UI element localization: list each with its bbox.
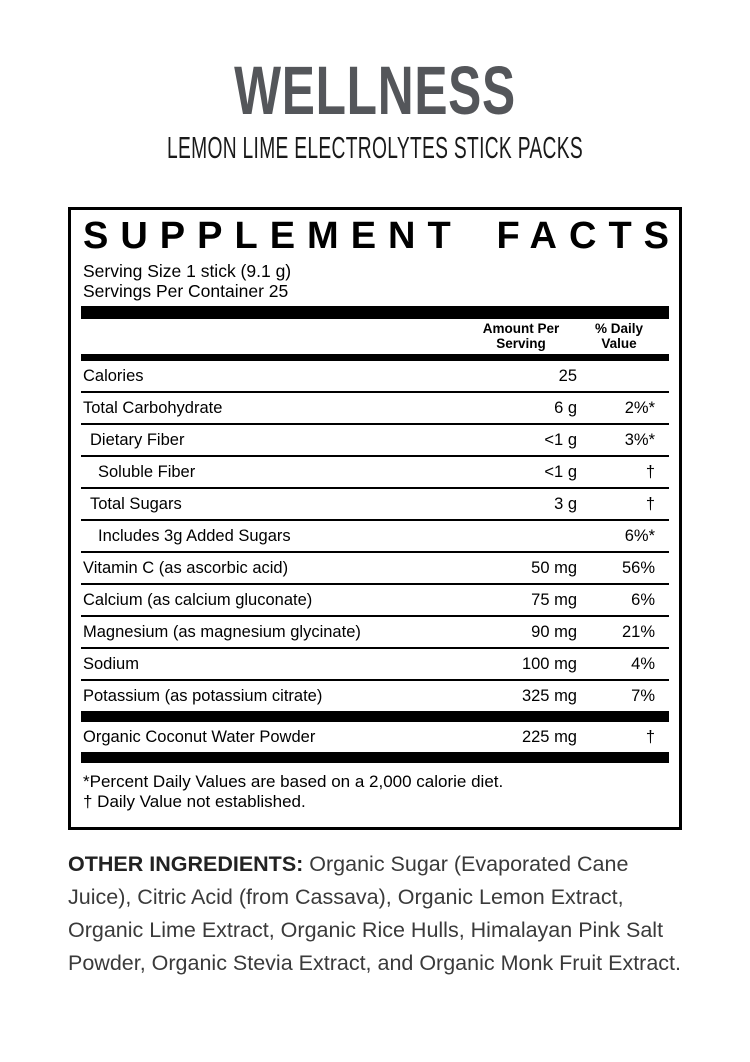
- footnote-percent-daily-values: *Percent Daily Values are based on a 2,000 calorie diet.: [83, 772, 504, 791]
- nutrient-row-vitamin-c: [81, 553, 669, 585]
- nutrient-amount: 25: [558, 366, 577, 385]
- nutrient-row-total-sugars: [81, 489, 669, 521]
- nutrient-label: Calcium (as calcium gluconate): [83, 590, 313, 609]
- nutrient-amount: 75 mg: [531, 590, 577, 609]
- nutrient-dv: †: [645, 727, 655, 746]
- supplement-facts-title: [81, 214, 681, 258]
- nutrient-row-sodium: [81, 649, 669, 681]
- nutrient-dv: †: [645, 462, 655, 481]
- nutrient-row-magnesium: [81, 617, 669, 649]
- nutrient-label: Calories: [83, 366, 144, 385]
- nutrient-amount: 225 mg: [521, 727, 577, 746]
- thick-divider-bottom: [81, 752, 669, 763]
- serving-size-line: Serving Size 1 stick (9.1 g): [83, 261, 292, 281]
- other-ingredients-text: Organic Sugar (Evaporated Cane Juice), Citric Acid (from Cassava), Organic Lemon Extract, Organic Lime Extract, Organic Rice Hulls, Himalayan Pink Salt Powder, Organic Stevia Extract, and Organic Monk Fruit Extract.: [68, 852, 681, 975]
- nutrient-row-added-sugars: [81, 521, 669, 553]
- nutrient-label: Includes 3g Added Sugars: [98, 526, 291, 545]
- nutrient-dv: 7%: [631, 686, 655, 705]
- other-ingredients: [68, 848, 682, 980]
- nutrient-row-calcium: [81, 585, 669, 617]
- nutrient-amount: 50 mg: [531, 558, 577, 577]
- nutrient-dv: 21%: [621, 622, 655, 641]
- nutrient-row-total-carbohydrate: [81, 393, 669, 425]
- nutrient-label: Magnesium (as magnesium glycinate): [83, 622, 361, 641]
- brand-header: [0, 0, 750, 165]
- nutrient-label: Total Sugars: [90, 494, 182, 513]
- nutrient-dv: 6%*: [624, 526, 655, 545]
- column-header-amount-per-serving: [465, 322, 577, 351]
- nutrient-dv: 3%*: [624, 430, 655, 449]
- footnotes: [81, 763, 669, 827]
- nutrient-amount: 100 mg: [521, 654, 577, 673]
- nutrient-label: Dietary Fiber: [90, 430, 185, 449]
- column-header-amount-line1: Amount Per: [482, 321, 560, 336]
- facts-title-word-supplement: SUPPLEMENT: [83, 215, 463, 257]
- nutrient-amount: 6 g: [554, 398, 577, 417]
- facts-title-word-facts: FACTS: [496, 215, 681, 257]
- product-name: LEMON LIME ELECTROLYTES STICK PACKS: [166, 130, 583, 165]
- nutrient-dv: †: [645, 494, 655, 513]
- nutrient-amount: 90 mg: [531, 622, 577, 641]
- brand-name: WELLNESS: [234, 52, 516, 129]
- nutrient-dv: 56%: [621, 558, 655, 577]
- nutrient-row-coconut-water-powder: [81, 722, 669, 752]
- column-header-dv-line1: % Daily: [594, 321, 644, 336]
- nutrient-amount: 3 g: [554, 494, 577, 513]
- nutrient-label: Soluble Fiber: [98, 462, 196, 481]
- footnote-daily-value-not-established: † Daily Value not established.: [83, 791, 306, 811]
- thick-divider-mid: [81, 711, 669, 722]
- nutrient-row-calories: [81, 361, 669, 393]
- column-header-amount-line2: Serving: [496, 335, 546, 351]
- nutrient-dv: 2%*: [624, 398, 655, 417]
- nutrient-label: Sodium: [83, 654, 139, 673]
- nutrient-amount: 325 mg: [521, 686, 577, 705]
- nutrient-dv: 6%: [631, 590, 655, 609]
- supplement-facts-panel: [68, 207, 682, 830]
- nutrient-label: Vitamin C (as ascorbic acid): [83, 558, 289, 577]
- nutrient-row-soluble-fiber: [81, 457, 669, 489]
- column-header-dv-line2: Value: [601, 335, 637, 351]
- nutrient-label: Potassium (as potassium citrate): [83, 686, 323, 705]
- nutrient-label: Organic Coconut Water Powder: [83, 727, 316, 746]
- nutrient-row-dietary-fiber: [81, 425, 669, 457]
- column-headers: [81, 319, 669, 354]
- nutrient-dv: 4%: [631, 654, 655, 673]
- other-ingredients-label: OTHER INGREDIENTS:: [68, 852, 304, 876]
- thick-divider-top: [81, 306, 669, 319]
- nutrient-label: Total Carbohydrate: [83, 398, 223, 417]
- servings-per-container-line: Servings Per Container 25: [83, 281, 289, 301]
- column-header-daily-value: [583, 322, 655, 351]
- nutrient-amount: <1 g: [544, 462, 577, 481]
- medium-divider-under-headers: [81, 354, 669, 361]
- nutrient-amount: <1 g: [544, 430, 577, 449]
- nutrient-row-potassium: [81, 681, 669, 711]
